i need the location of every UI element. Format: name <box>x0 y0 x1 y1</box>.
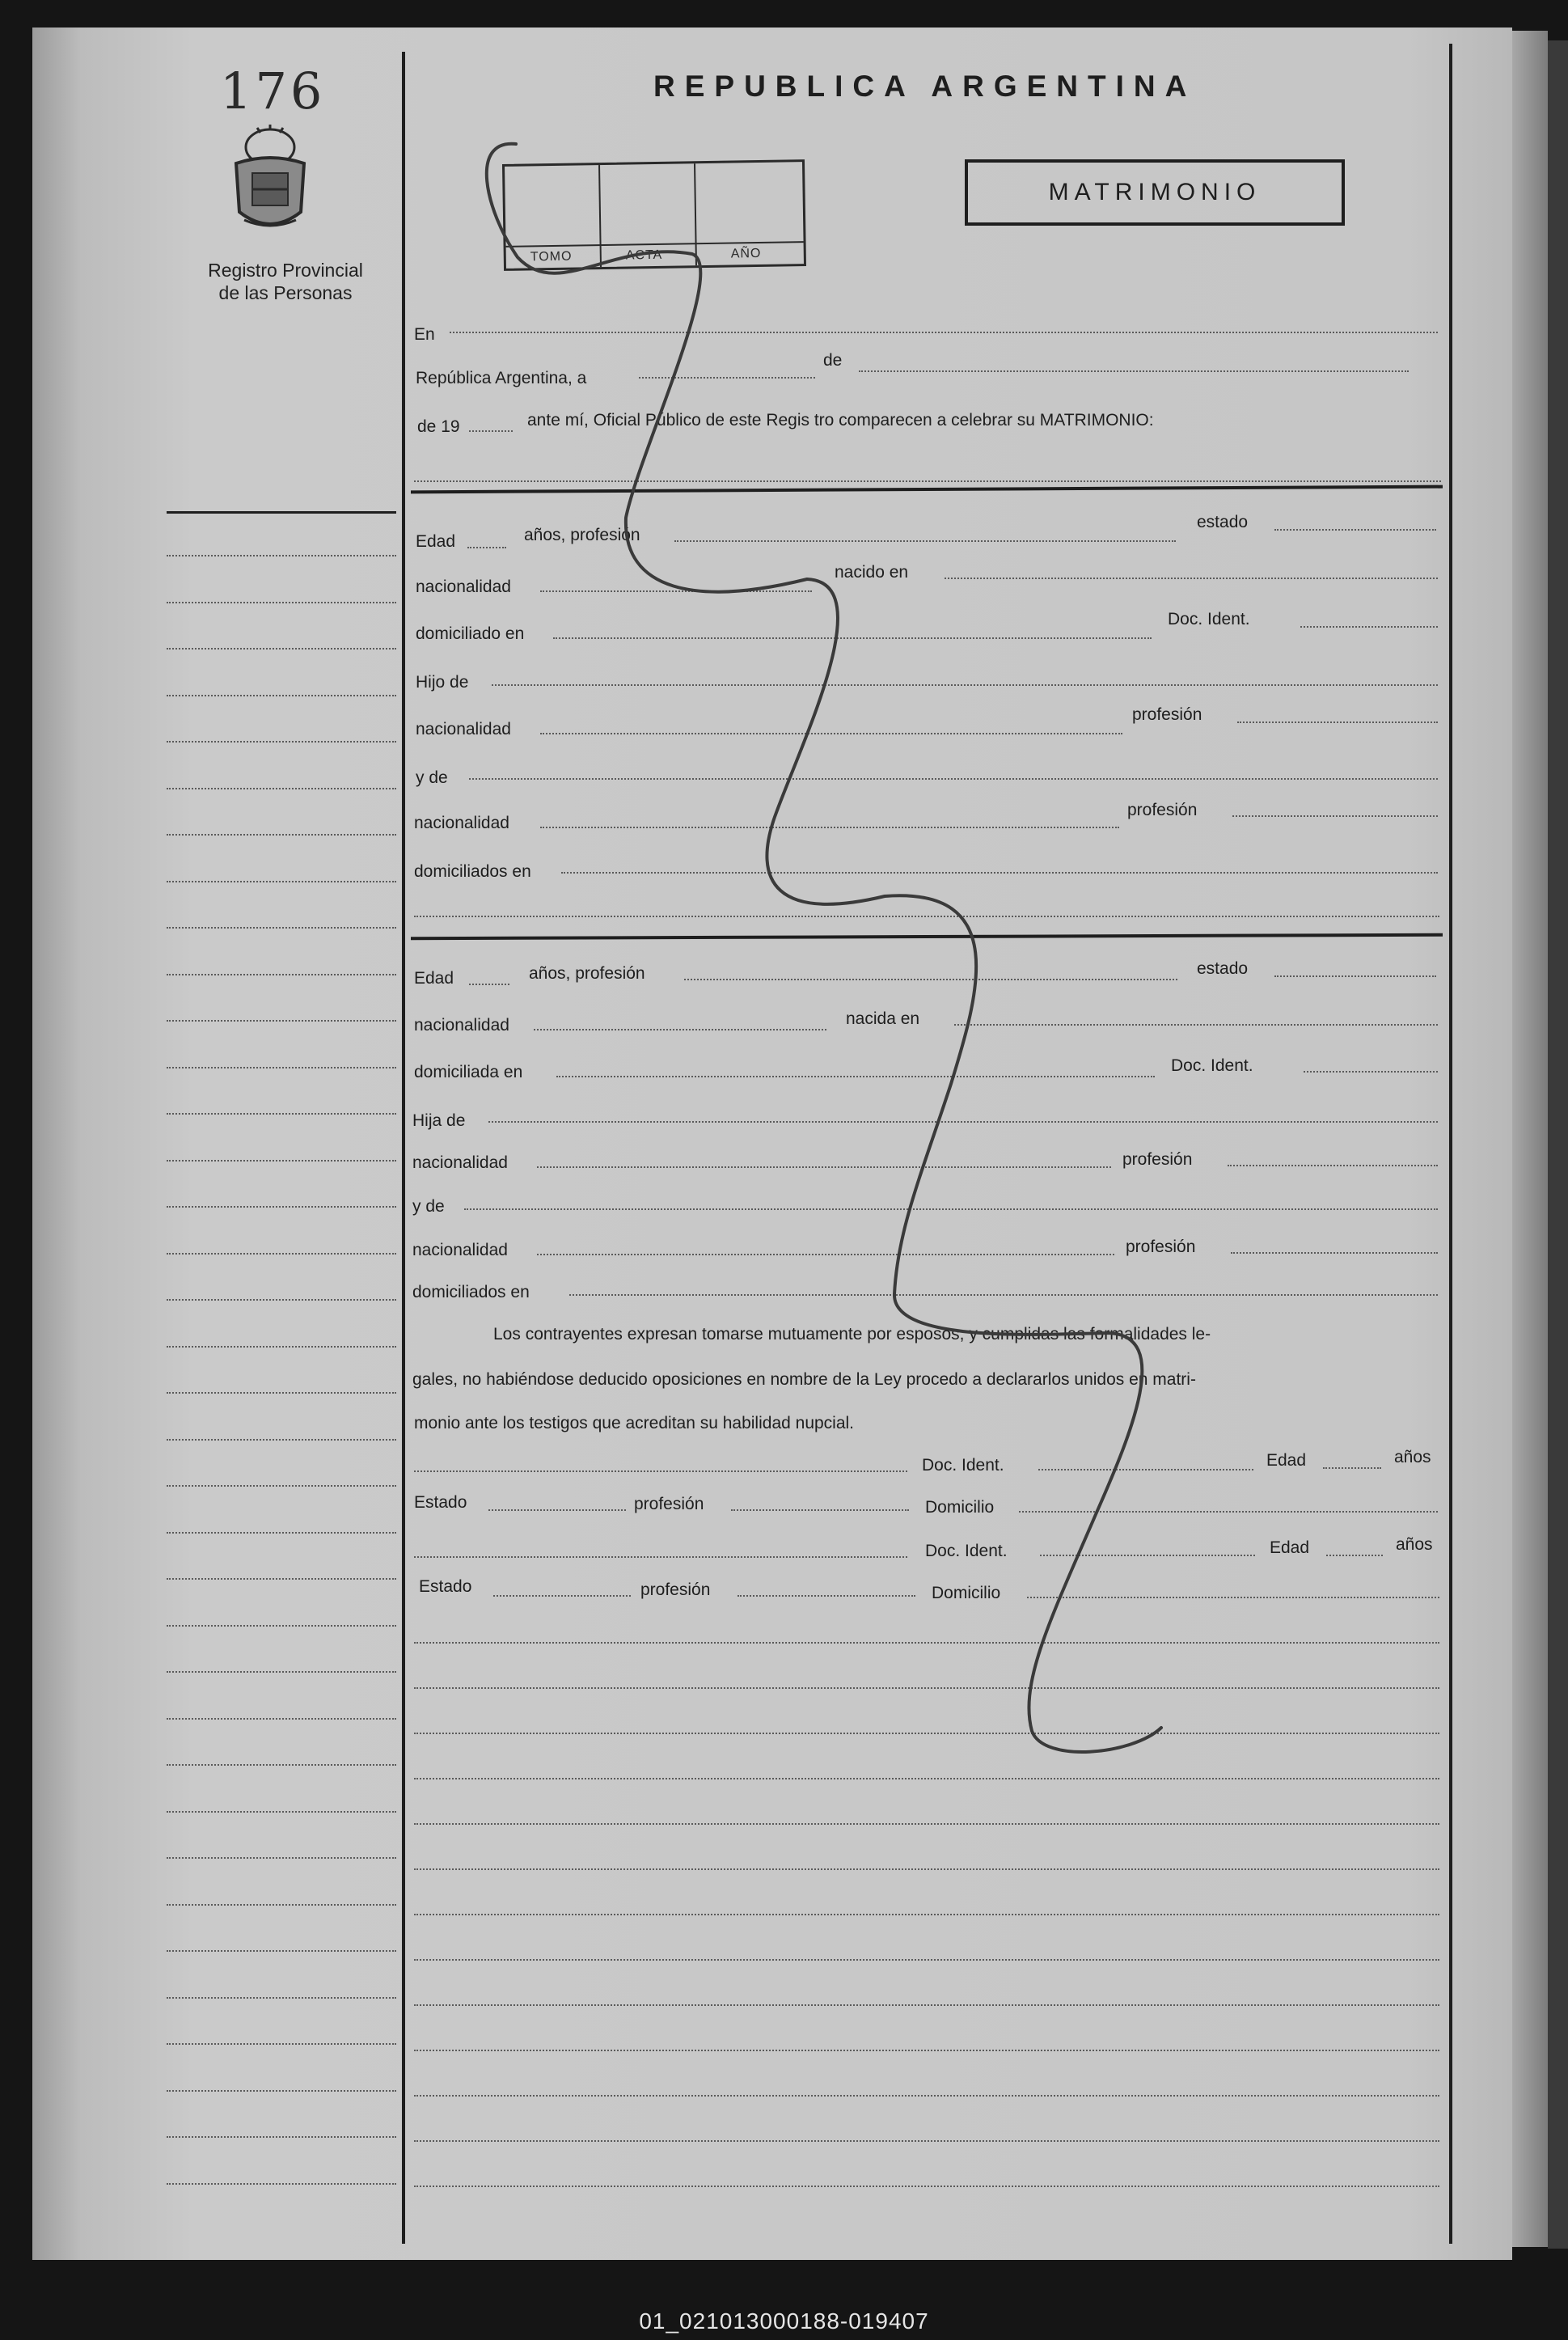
groom-estado: estado <box>1197 513 1249 531</box>
bride-nacionalidad-2: nacionalidad <box>412 1153 508 1172</box>
witness1-doc-ident: Doc. Ident. <box>922 1456 1004 1475</box>
declaration-line-3: monio ante los testigos que acreditan su habilidad nupcial. <box>414 1414 855 1432</box>
grid-label-ano: AÑO <box>730 246 762 261</box>
image-id-caption: 01_021013000188-019407 <box>639 2308 929 2334</box>
groom-domiciliados-en: domiciliados en <box>414 862 531 881</box>
bride-edad: Edad <box>414 969 454 988</box>
bride-nacionalidad: nacionalidad <box>414 1016 509 1035</box>
groom-anos-profesion: años, profesión <box>524 526 640 544</box>
declaration-line-2: gales, no habiéndose deducido oposiciones en nombre de la Ley procedo a declararlos unidos en matri- <box>412 1370 1196 1389</box>
bride-nacionalidad-3: nacionalidad <box>412 1241 508 1259</box>
witness2-profesion: profesión <box>640 1580 711 1599</box>
declaration-line-1: Los contrayentes expresan tomarse mutuamente por esposos, y cumplidas las formalidades le- <box>493 1325 1211 1343</box>
registry-line-1: Registro Provincial <box>208 260 363 281</box>
witness1-edad: Edad <box>1266 1451 1307 1470</box>
bride-y-de: y de <box>412 1197 445 1216</box>
bride-nacida-en: nacida en <box>846 1009 920 1028</box>
groom-nacido-en: nacido en <box>835 563 909 582</box>
bride-anos-profesion: años, profesión <box>529 964 645 983</box>
witness1-anos: años <box>1394 1448 1431 1466</box>
groom-profesion-3: profesión <box>1127 801 1198 819</box>
page-title: REPUBLICA ARGENTINA <box>653 70 1197 103</box>
bride-domiciliados-en: domiciliados en <box>412 1283 530 1301</box>
intro-de: de <box>823 351 843 370</box>
bride-hija-de: Hija de <box>412 1111 466 1130</box>
grid-label-tomo: TOMO <box>530 249 573 264</box>
intro-comparecen: ante mí, Oficial Público de este Regis tro comparecen a celebrar su MATRIMONIO: <box>527 411 1154 429</box>
groom-y-de: y de <box>416 768 448 787</box>
witness2-domicilio: Domicilio <box>932 1584 1001 1602</box>
witness1-profesion: profesión <box>634 1495 704 1513</box>
witness2-edad: Edad <box>1270 1538 1310 1557</box>
groom-hijo-de: Hijo de <box>416 673 469 692</box>
bride-profesion-3: profesión <box>1126 1238 1196 1256</box>
groom-nacionalidad: nacionalidad <box>416 578 511 596</box>
intro-republica: República Argentina, a <box>416 369 587 387</box>
record-type-box: MATRIMONIO <box>965 159 1345 226</box>
groom-nacionalidad-3: nacionalidad <box>414 814 509 832</box>
witness2-doc-ident: Doc. Ident. <box>925 1542 1008 1560</box>
groom-profesion-2: profesión <box>1132 705 1202 724</box>
witness1-domicilio: Domicilio <box>925 1498 995 1517</box>
bride-profesion-2: profesión <box>1122 1150 1193 1169</box>
witness2-anos: años <box>1396 1535 1433 1554</box>
bride-domiciliada-en: domiciliada en <box>414 1063 523 1081</box>
witness2-estado: Estado <box>419 1577 472 1596</box>
groom-doc-ident: Doc. Ident. <box>1168 610 1250 628</box>
intro-en: En <box>414 325 435 344</box>
bride-doc-ident: Doc. Ident. <box>1171 1056 1253 1075</box>
bride-estado: estado <box>1197 959 1249 978</box>
page-number: 176 <box>220 61 326 121</box>
intro-de19: de 19 <box>417 417 460 436</box>
groom-edad: Edad <box>416 532 456 551</box>
registry-line-2: de las Personas <box>218 282 353 303</box>
grid-label-acta: ACTA <box>625 248 663 263</box>
groom-nacionalidad-2: nacionalidad <box>416 720 511 738</box>
groom-domiciliado-en: domiciliado en <box>416 624 525 643</box>
witness1-estado: Estado <box>414 1493 467 1512</box>
